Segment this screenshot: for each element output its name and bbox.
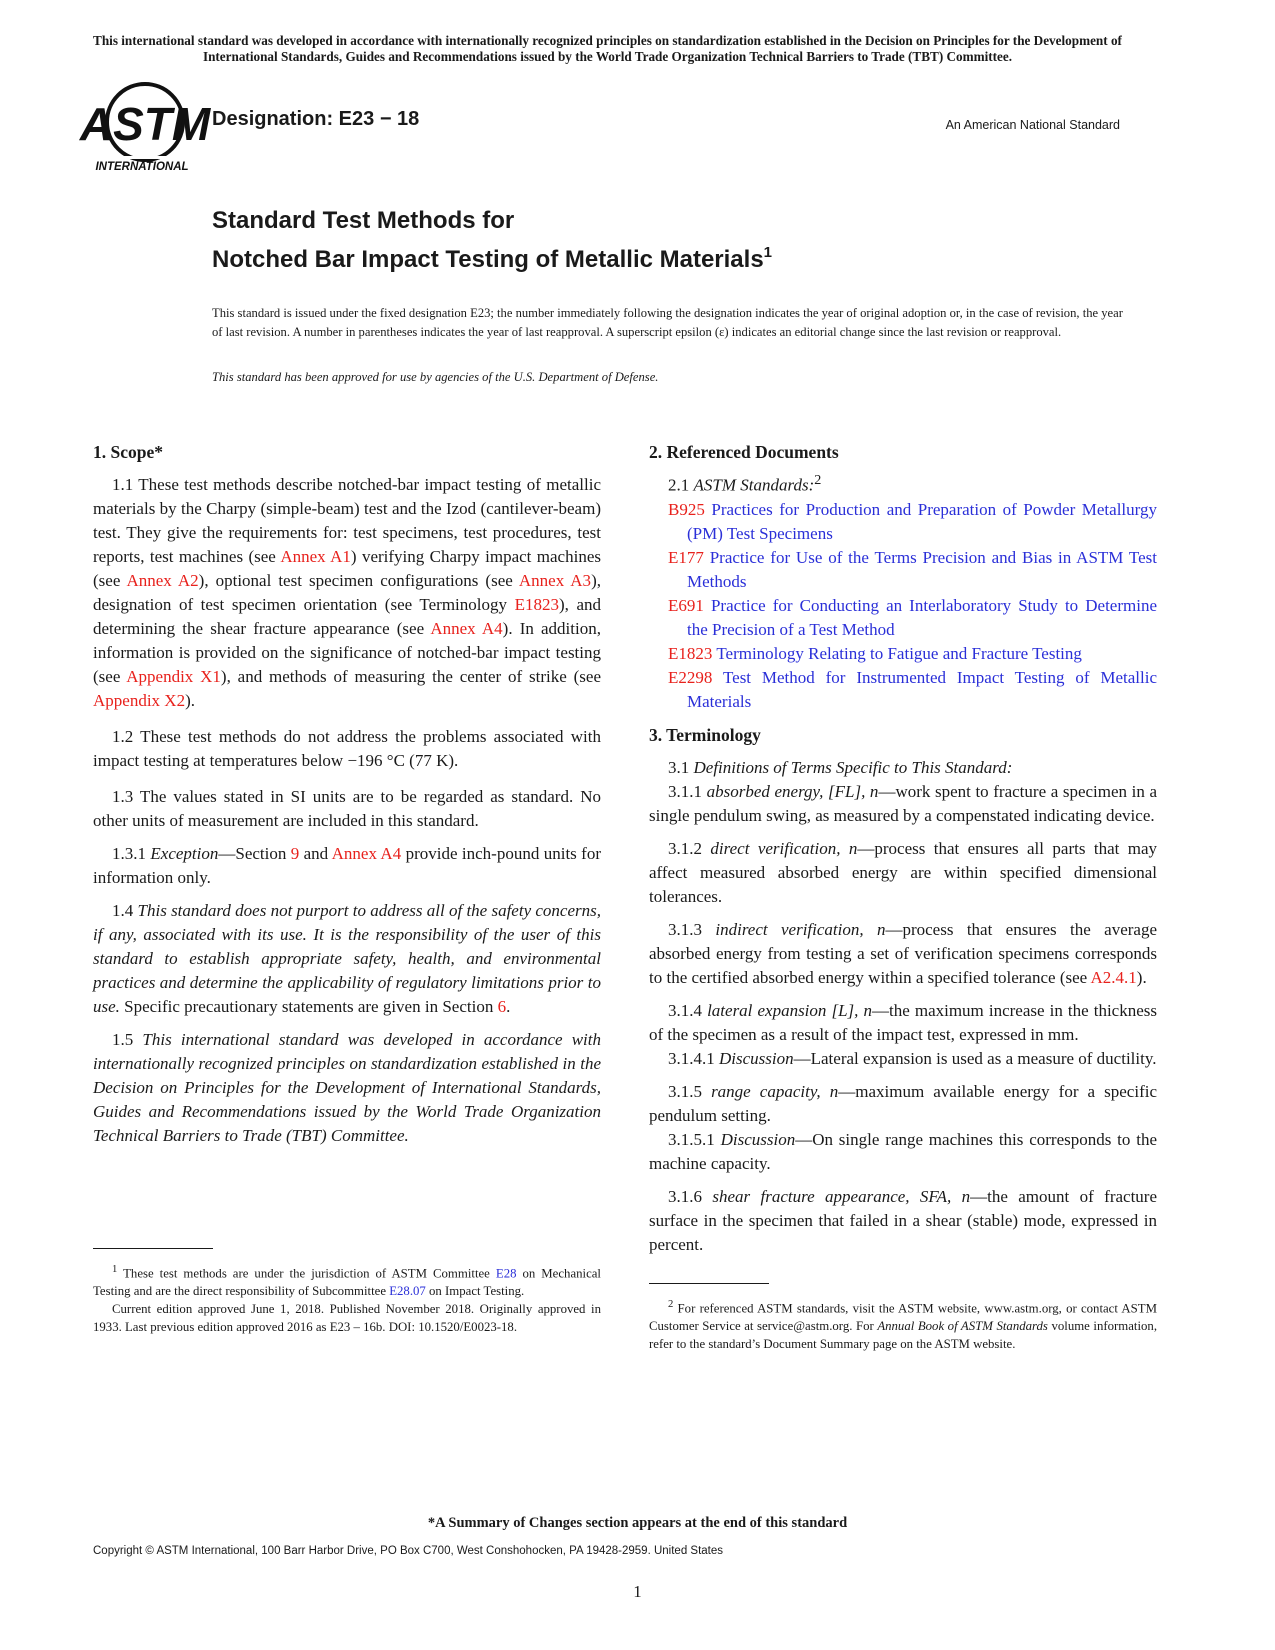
definition-3-1-2: 3.1.2 direct verification, n—process that ensures all parts that may affect measured absorbed energy are within specified dimensional tolerances. bbox=[649, 838, 1158, 906]
definition-3-1-3: 3.1.3 indirect verification, n—process that ensures the average absorbed energy from testing a set of verification specimens corresponds to the certified absorbed energy within a specified tolerance (see A2.4.1). bbox=[649, 919, 1157, 987]
issuance-note: This standard is issued under the fixed designation E23; the number immediately following the designation indicates the year of original adoption or, in the case of revision, the year of last revision. A number in parentheses indicates the year of last reapproval. A superscript epsilon (ε) indicates an editorial change since the last revision or reapproval. bbox=[212, 306, 1123, 339]
left-column bbox=[93, 440, 601, 1148]
dod-approval-note: This standard has been approved for use by agencies of the U.S. Department of Defense. bbox=[212, 370, 659, 384]
link-annex-a4-2[interactable]: Annex A4 bbox=[331, 844, 402, 863]
document-title bbox=[212, 205, 772, 276]
paragraph-1-2: 1.2 These test methods do not address the problems associated with impact testing at temperatures below −196 °C (77 K). bbox=[93, 727, 601, 770]
reference-title-link[interactable]: Practices for Production and Preparation of Powder Metallurgy (PM) Test Specimens bbox=[687, 499, 1157, 543]
link-a2-4-1[interactable]: A2.4.1 bbox=[1090, 967, 1137, 987]
section-scope-heading: 1. Scope* bbox=[93, 442, 163, 462]
copyright-line: Copyright © ASTM International, 100 Barr Harbor Drive, PO Box C700, West Conshohocken, PA 19428-2959. United States bbox=[93, 1545, 724, 1557]
footnote-rule-right bbox=[649, 1283, 769, 1284]
paragraph-1-3: 1.3 The values stated in SI units are to be regarded as standard. No other units of measurement are included in this standard. bbox=[93, 787, 601, 830]
link-annex-a3[interactable]: Annex A3 bbox=[518, 571, 592, 590]
paragraph-3-1: 3.1 Definitions of Terms Specific to This Standard: bbox=[668, 757, 1013, 777]
reference-item bbox=[649, 498, 1157, 546]
title-line-2: Notched Bar Impact Testing of Metallic Materials$^1$ bbox=[212, 244, 773, 273]
definition-3-1-5-1: 3.1.5.1 Discussion—On single range machines this corresponds to the machine capacity. bbox=[649, 1129, 1157, 1173]
paragraph-1-5: 1.5 This international standard was developed in accordance with internationally recognized principles on standardization established in the Decision on Principles for the Development of International Standards, Guides and Recommendations issued by the World Trade Organization Technical Barriers to Trade (TBT) Committee. bbox=[93, 1030, 601, 1145]
section-referenced-heading: 2. Referenced Documents bbox=[649, 442, 839, 462]
summary-of-changes-note: *A Summary of Changes section appears at the end of this standard bbox=[427, 1515, 848, 1531]
footnote-1-para-1: $^1$ These test methods are under the jurisdiction of ASTM Committee E28 on Mechanical Testing and are the direct responsibility of Subcommittee E28.07 on Impact Testing. bbox=[93, 1264, 601, 1299]
wto-notice: This international standard was developed in accordance with internationally recognized principles on standardization established in the Decision on Principles for the Development of International Standards, Guides and Recommendations issued by the World Trade Organization Technical Barriers to Trade (TBT) Committee. bbox=[93, 33, 1122, 64]
reference-item bbox=[649, 642, 1157, 666]
title-footnote-mark: 1 bbox=[763, 244, 773, 261]
paragraph-1-3-1: 1.3.1 Exception—Section 9 and Annex A4 provide inch-pound units for information only. bbox=[93, 844, 602, 887]
page-number: 1 bbox=[633, 1582, 642, 1601]
reference-code-link[interactable]: E177 bbox=[668, 547, 704, 567]
reference-list bbox=[649, 498, 1157, 714]
footnote-2 bbox=[649, 1296, 1157, 1353]
reference-title-link[interactable]: Terminology Relating to Fatigue and Fracture Testing bbox=[712, 643, 1082, 663]
astm-logo bbox=[79, 82, 211, 174]
link-section-6[interactable]: 6 bbox=[497, 997, 507, 1016]
reference-item bbox=[649, 594, 1157, 642]
reference-code-link[interactable]: B925 bbox=[668, 499, 705, 519]
paragraph-1-1: 1.1 These test methods describe notched-bar impact testing of metallic materials by the Charpy (simple-beam) test and the Izod (cantilever-beam) test. They give the requirements for: test specimens, test procedures, test reports, test machines (see Annex A1) verifying Charpy impact machines (see Annex A2), optional test specimen configurations (see Annex A3), designation of test specimen orientation (see Terminology E1823), and determining the shear fracture appearance (see Annex A4). In addition, information is provided on the significance of notched-bar impact testing (see Appendix X1), and methods of measuring the center of strike (see Appendix X2). bbox=[93, 475, 601, 710]
paragraph-2-1: 2.1 ASTM Standards:$^2$ bbox=[668, 472, 822, 495]
footnote-1 bbox=[93, 1261, 601, 1336]
link-appendix-x1[interactable]: Appendix X1 bbox=[126, 667, 221, 686]
link-section-9[interactable]: 9 bbox=[290, 844, 300, 863]
footnote-rule-left bbox=[93, 1248, 213, 1249]
link-appendix-x2[interactable]: Appendix X2 bbox=[93, 691, 186, 710]
link-annex-a4[interactable]: Annex A4 bbox=[430, 619, 503, 638]
right-column bbox=[649, 440, 1157, 1257]
national-standard-label: An American National Standard bbox=[945, 118, 1120, 132]
paragraph-1-4: 1.4 This standard does not purport to address all of the safety concerns, if any, associated with its use. It is the responsibility of the user of this standard to establish appropriate safety, health, and environmental practices and determine the applicability of regulatory limitations prior to use. Specific precautionary statements are given in Section 6. bbox=[93, 901, 602, 1016]
reference-title-link[interactable]: Practice for Conducting an Interlaboratory Study to Determine the Precision of a Test Method bbox=[687, 595, 1157, 639]
definition-3-1-4-1: 3.1.4.1 Discussion—Lateral expansion is used as a measure of ductility. bbox=[668, 1048, 1157, 1068]
reference-title-link[interactable]: Practice for Use of the Terms Precision and Bias in ASTM Test Methods bbox=[687, 547, 1157, 591]
svg-text:ASTM: ASTM bbox=[79, 98, 211, 150]
title-line-1: Standard Test Methods for bbox=[212, 207, 515, 234]
definition-3-1-5: 3.1.5 range capacity, n—maximum available energy for a specific pendulum setting. bbox=[649, 1081, 1158, 1125]
definition-3-1-4: 3.1.4 lateral expansion [L], n—the maximum increase in the thickness of the specimen as a result of the impact test, expressed in mm. bbox=[649, 1000, 1158, 1044]
link-e28-07[interactable]: E28.07 bbox=[389, 1284, 426, 1299]
footnote-1-para-2: Current edition approved June 1, 2018. Published November 2018. Originally approved in 1933. Last previous edition approved 2016 as E23 – 16b. DOI: 10.1520/E0023-18. bbox=[93, 1302, 601, 1335]
svg-text:INTERNATIONAL: INTERNATIONAL bbox=[95, 161, 189, 173]
reference-code-link[interactable]: E691 bbox=[668, 595, 704, 615]
link-annex-a1[interactable]: Annex A1 bbox=[280, 547, 351, 566]
reference-title-link[interactable]: Test Method for Instrumented Impact Testing of Metallic Materials bbox=[687, 667, 1157, 711]
definition-3-1-6: 3.1.6 shear fracture appearance, SFA, n—the amount of fracture surface in the specimen that failed in a shear (stable) mode, expressed in percent. bbox=[649, 1186, 1158, 1254]
reference-code-link[interactable]: E1823 bbox=[668, 643, 713, 663]
definition-3-1-1: 3.1.1 absorbed energy, [FL], n—work spent to fracture a specimen in a single pendulum swing, as measured by a compenstated indicating device. bbox=[649, 781, 1158, 825]
reference-item bbox=[649, 546, 1157, 594]
link-e1823[interactable]: E1823 bbox=[514, 595, 559, 614]
reference-item bbox=[649, 666, 1157, 714]
link-annex-a2[interactable]: Annex A2 bbox=[126, 571, 199, 590]
section-terminology-heading: 3. Terminology bbox=[649, 724, 761, 745]
designation: Designation: E23 − 18 bbox=[212, 108, 420, 130]
link-e28[interactable]: E28 bbox=[495, 1266, 517, 1281]
reference-code-link[interactable]: E2298 bbox=[668, 667, 713, 687]
footnote-2-para: $^2$ For referenced ASTM standards, visit the ASTM website, www.astm.org, or contact ASTM Customer Service at service@astm.org. For Annual Book of ASTM Standards volume information, refer to the standard’s Document Summary page on the ASTM website. bbox=[649, 1299, 1158, 1352]
